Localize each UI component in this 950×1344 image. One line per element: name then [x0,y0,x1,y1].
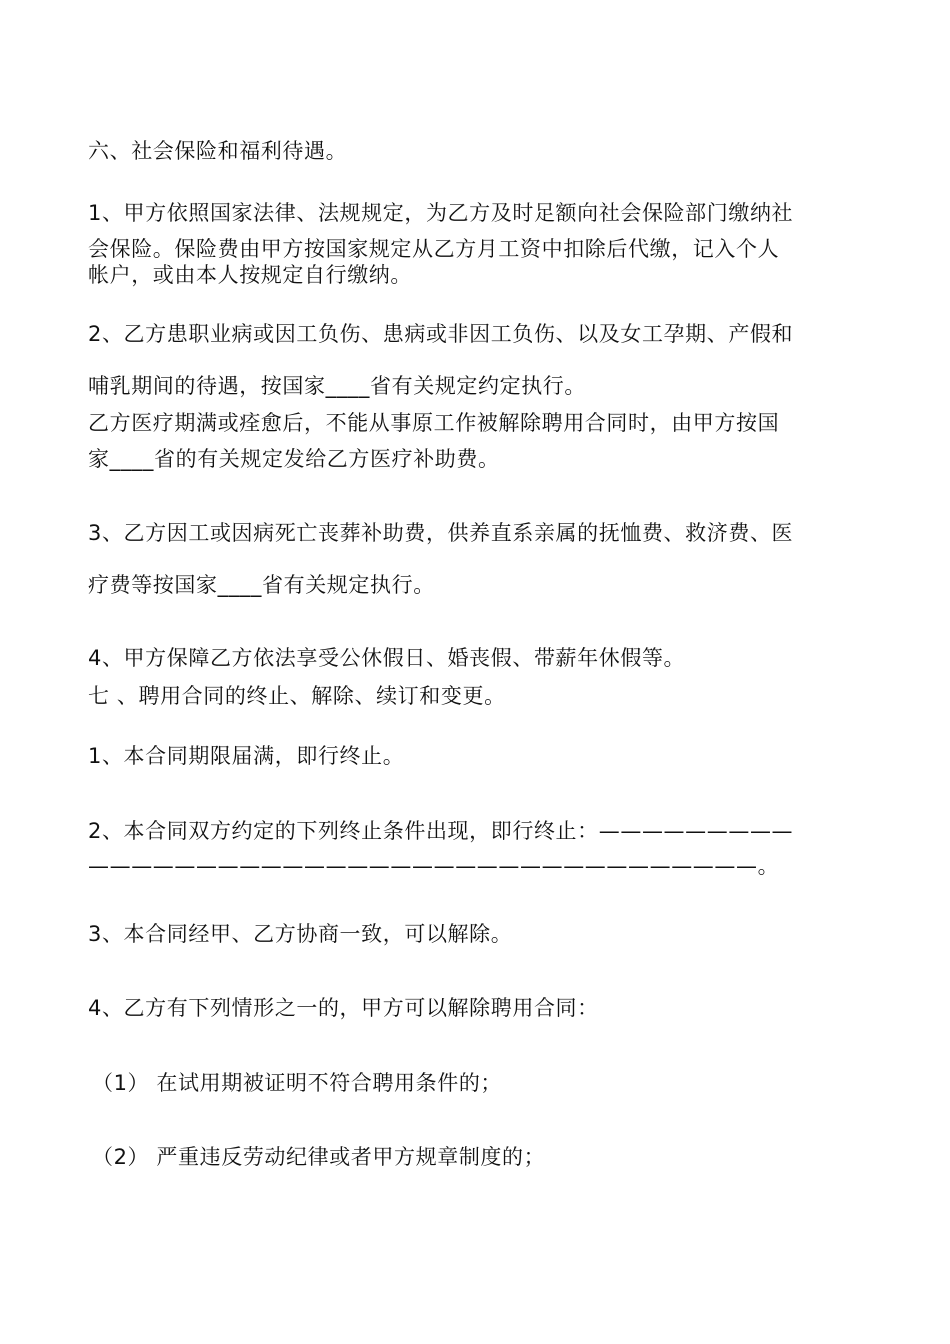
list-item: （2） 严重违反劳动纪律或者甲方规章制度的； [92,1145,546,1169]
paragraph-line: 1、甲方依照国家法律、法规规定，为乙方及时足额向社会保险部门缴纳社 [88,201,794,225]
paragraph-line: 3、乙方因工或因病死亡丧葬补助费，供养直系亲属的抚恤费、救济费、医 [88,521,794,545]
paragraph-line: 哺乳期间的待遇，按国家____省有关规定约定执行。 [88,374,586,398]
paragraph-line: ———————————————————————————————。 [88,854,780,878]
paragraph-line: 3、本合同经甲、乙方协商一致，可以解除。 [88,922,513,946]
paragraph-line: 帐户，或由本人按规定自行缴纳。 [88,263,412,287]
section-heading-termination: 七 、聘用合同的终止、解除、续订和变更。 [88,684,506,708]
paragraph-line: 4、乙方有下列情形之一的，甲方可以解除聘用合同： [88,996,599,1020]
paragraph-line: 疗费等按国家____省有关规定执行。 [88,573,435,597]
list-item: （1） 在试用期被证明不符合聘用条件的； [92,1071,503,1095]
paragraph-line: 2、本合同双方约定的下列终止条件出现，即行终止：————————— [88,819,794,843]
paragraph-line: 乙方医疗期满或痊愈后，不能从事原工作被解除聘用合同时，由甲方按国 [88,411,780,435]
paragraph-line: 会保险。保险费由甲方按国家规定从乙方月工资中扣除后代缴，记入个人 [88,237,780,261]
section-heading-social-insurance: 六、社会保险和福利待遇。 [88,139,348,163]
paragraph-line: 2、乙方患职业病或因工负伤、患病或非因工负伤、以及女工孕期、产假和 [88,322,794,346]
paragraph-line: 1、本合同期限届满，即行终止。 [88,744,405,768]
paragraph-line: 家____省的有关规定发给乙方医疗补助费。 [88,447,500,471]
paragraph-line: 4、甲方保障乙方依法享受公休假日、婚丧假、带薪年休假等。 [88,646,686,670]
